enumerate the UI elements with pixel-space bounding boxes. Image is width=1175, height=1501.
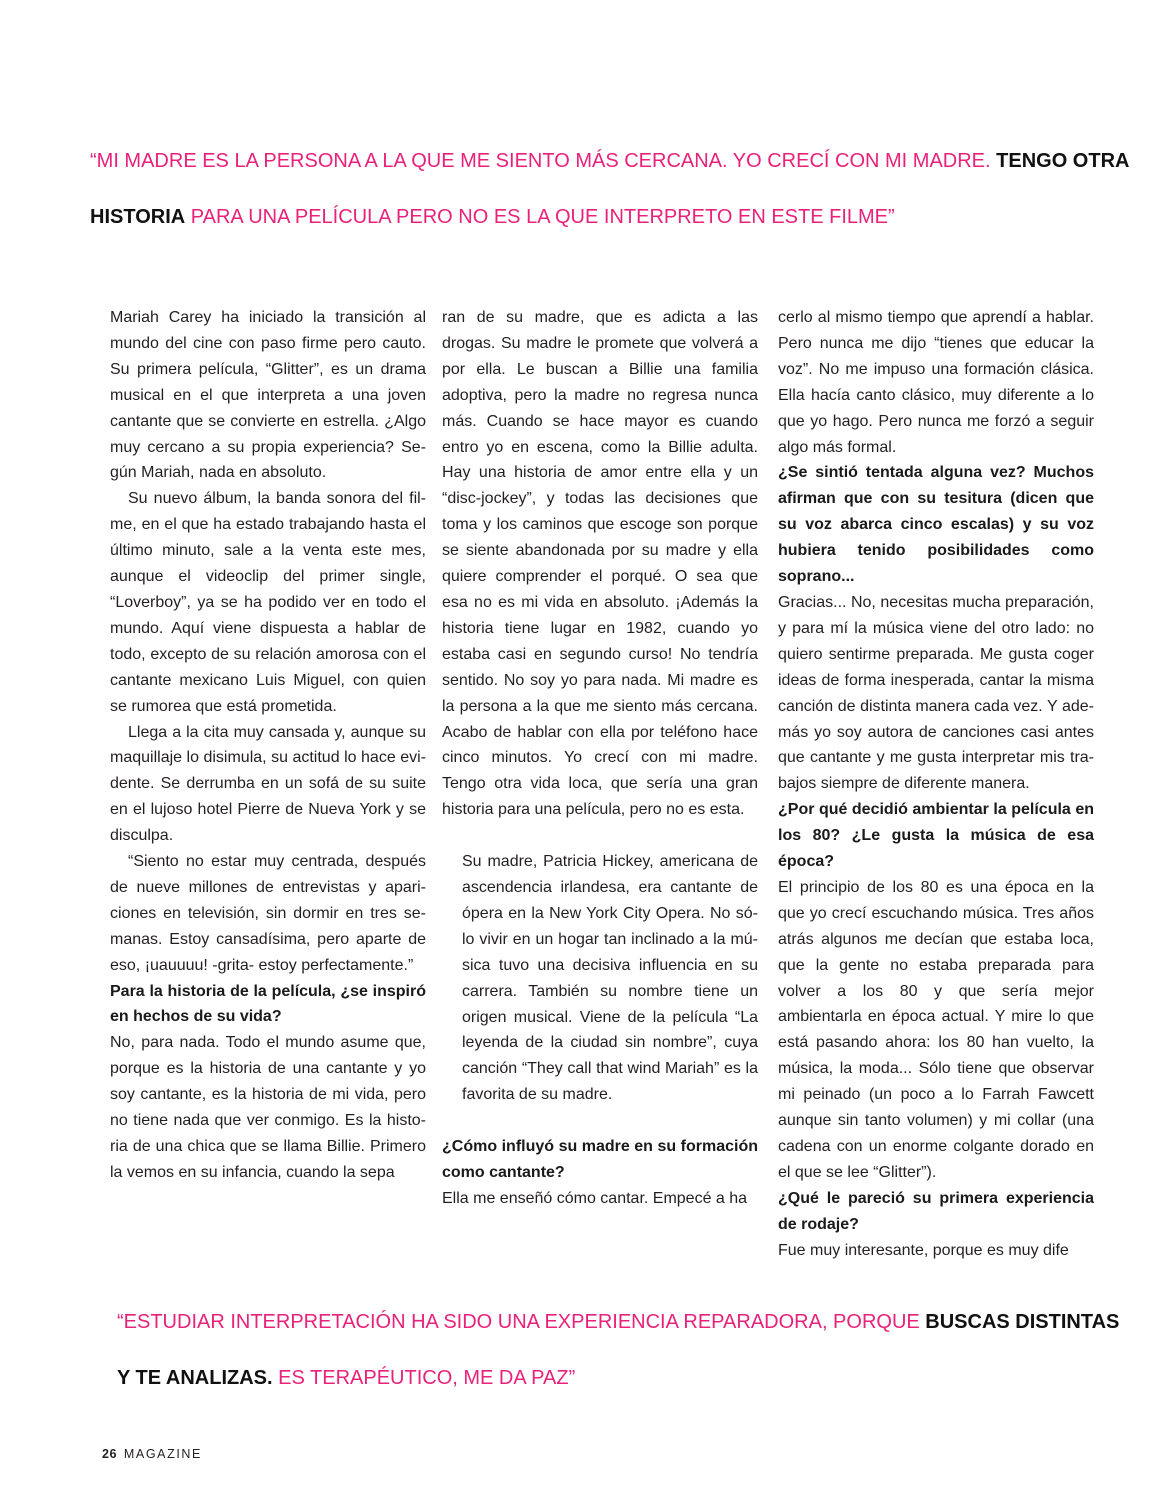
article-column-3 [778, 305, 1094, 1264]
article-column-2 [442, 305, 758, 1212]
interview-answer: Ella me enseñó cómo cantar. Empecé a ha [442, 1190, 748, 1207]
pull-quote-top-line-2 [90, 189, 1170, 245]
page-footer [102, 1447, 202, 1461]
body-paragraph: Su madre, Patricia Hickey, americana de ascendencia irlandesa, era cantante de ópera en la New York City Opera. No sólo vivir en un hogar tan inclinado a la música tuvo una decisiva influencia en su carrera. También su nombre tiene un origen musical. Viene de la película “La leyenda de la ciudad sin nombre”, cuya canción “They call that wind Mariah” es la favorita de su madre. [462, 853, 758, 1104]
pull-quote-bold-text: HISTORIA [90, 206, 186, 228]
interview-question: ¿Se sintió tentada alguna vez? Muchos afirman que con su tesitura (dicen que su voz abarca cinco escalas) y su voz hubiera tenido posibilidades como soprano... [778, 464, 1094, 586]
section-label: MAGAZINE [123, 1447, 202, 1461]
interview-answer: El principio de los 80 es una época en la que yo crecí escuchando música. Tres años atrás algunos me decían que estaba loca, que la gente no estaba preparada para volver a los 80 y que sería mejor ambientarla en época actual. Y mire lo que está pasando ahora: los 80 han vuelto, la música, la moda... Sólo tiene que observar mi peinado (un poco a lo Farrah Fawcett aunque sin tanto volumen) y mi collar (una cadena con un enorme colgante dorado en el que se lee “Glitter”). [778, 878, 1094, 1181]
body-paragraph: Llega a la cita muy cansada y, aunque su maquillaje lo disimula, su actitud lo hace evidente. Se derrumba en un sofá de su suite en el lujoso hotel Pierre de Nueva York y se disculpa. [110, 723, 426, 845]
pull-quote-pink-text: ES TERAPÉUTICO, ME DA PAZ” [278, 1367, 576, 1389]
pull-quote-top-line-1 [90, 133, 1170, 189]
interview-answer: Gracias... No, necesitas mucha preparación, y para mí la música viene del otro lado: no quiero sentirme preparada. Me gusta coger ideas de forma inesperada, cantar la misma canción de distinta manera cada vez. Y además yo soy autora de canciones casi antes que cantante y me gusta interpretar mis trabajos siempre de diferente manera. [778, 593, 1094, 793]
pull-quote-pink-text: “MI MADRE ES LA PERSONA A LA QUE ME SIENTO MÁS CERCANA. YO CRECÍ CON MI MADRE. [90, 150, 991, 172]
pull-quote-bold-text: TENGO OTRA [996, 150, 1130, 172]
interview-question: ¿Cómo influyó su madre en su formación como cantante? [442, 1138, 758, 1182]
interview-question: ¿Por qué decidió ambientar la película en los 80? ¿Le gusta la música de esa época? [778, 801, 1094, 871]
interview-question: Para la historia de la película, ¿se inspiró en hechos de su vida? [110, 982, 426, 1026]
interview-answer: No, para nada. Todo el mundo asume que, porque es la historia de una cantante y yo soy cantante, es la historia de mi vida, pero no tiene nada que ver conmigo. Es la historia de una chica que se llama Billie. Primero la vemos en su infancia, cuando la sepa [110, 1034, 426, 1181]
interview-answer: ran de su madre, que es adicta a las drogas. Su madre le promete que volverá a por ella. Le buscan a Billie una familia adoptiva, pero la madre no regresa nunca más. Cuando se hace mayor es cuando entro yo en escena, como la Billie adulta. Hay una historia de amor entre ella y un “disc-jockey”, y todas las decisiones que toma y los caminos que escoge son porque se siente abandonada por su madre y ella quiere comprender el porqué. O sea que esa no es mi vida en absoluto. ¡Además la historia tiene lugar en 1982, cuando yo estaba casi en segundo curso! No tendría sentido. No soy yo para nada. Mi madre es la persona a la que me siento más cercana. Acabo de hablar con ella por teléfono hace cinco minutos. Yo crecí con mi madre. Tengo otra vida loca, que sería una gran historia para una película, pero no es esta. [442, 309, 758, 819]
pull-quote-bold-text: BUSCAS DISTINTAS [925, 1311, 1120, 1333]
interview-question: ¿Qué le pareció su primera experiencia de rodaje? [778, 1189, 1094, 1233]
pull-quote-pink-text: PARA UNA PELÍCULA PERO NO ES LA QUE INTERPRETO EN ESTE FILME” [190, 206, 895, 228]
interview-answer: Fue muy interesante, porque es muy dife [778, 1241, 1069, 1259]
intro-paragraph: Mariah Carey ha iniciado la transición al mundo del cine con paso firme pero cauto. Su primera película, “Glitter”, es un drama musical en el que interpreta a una joven cantante que se convierte en estrella. ¿Algo muy cercano a su propia experiencia? Según Mariah, nada en absoluto. [110, 309, 426, 482]
body-paragraph: “Siento no estar muy centrada, después de nueve millones de entrevistas y apariciones en televisión, sin dormir en tres semanas. Estoy cansadísima, pero aparte de eso, ¡uauuuu! -grita- estoy perfectamente.” [110, 853, 426, 974]
pull-quote-top [90, 133, 1170, 245]
interview-answer: cerlo al mismo tiempo que aprendí a hablar. Pero nunca me dijo “tienes que educar la voz”. No me impuso una formación clásica. Ella hacía canto clásico, muy diferente a lo que yo hago. Pero nunca me forzó a seguir algo más formal. [778, 309, 1094, 456]
page-number: 26 [102, 1447, 117, 1461]
article-column-1 [110, 305, 426, 1186]
pull-quote-bold-text: Y TE ANALIZAS. [117, 1367, 273, 1389]
pull-quote-pink-text: “ESTUDIAR INTERPRETACIÓN HA SIDO UNA EXPERIENCIA REPARADORA, PORQUE [117, 1311, 920, 1333]
pull-quote-bottom [117, 1294, 1170, 1406]
pull-quote-bottom-line-2 [117, 1350, 1170, 1406]
pull-quote-bottom-line-1 [117, 1294, 1170, 1350]
body-paragraph: Su nuevo álbum, la banda sonora del filme, en el que ha estado trabajando hasta el último minuto, sale a la venta este mes, aunque el videoclip del primer single, “Loverboy”, ya se ha podido ver en todo el mundo. Aquí viene dispuesta a hablar de todo, excepto de su relación amorosa con el cantante mexicano Luis Miguel, con quien se rumorea que está prometida. [110, 490, 426, 715]
